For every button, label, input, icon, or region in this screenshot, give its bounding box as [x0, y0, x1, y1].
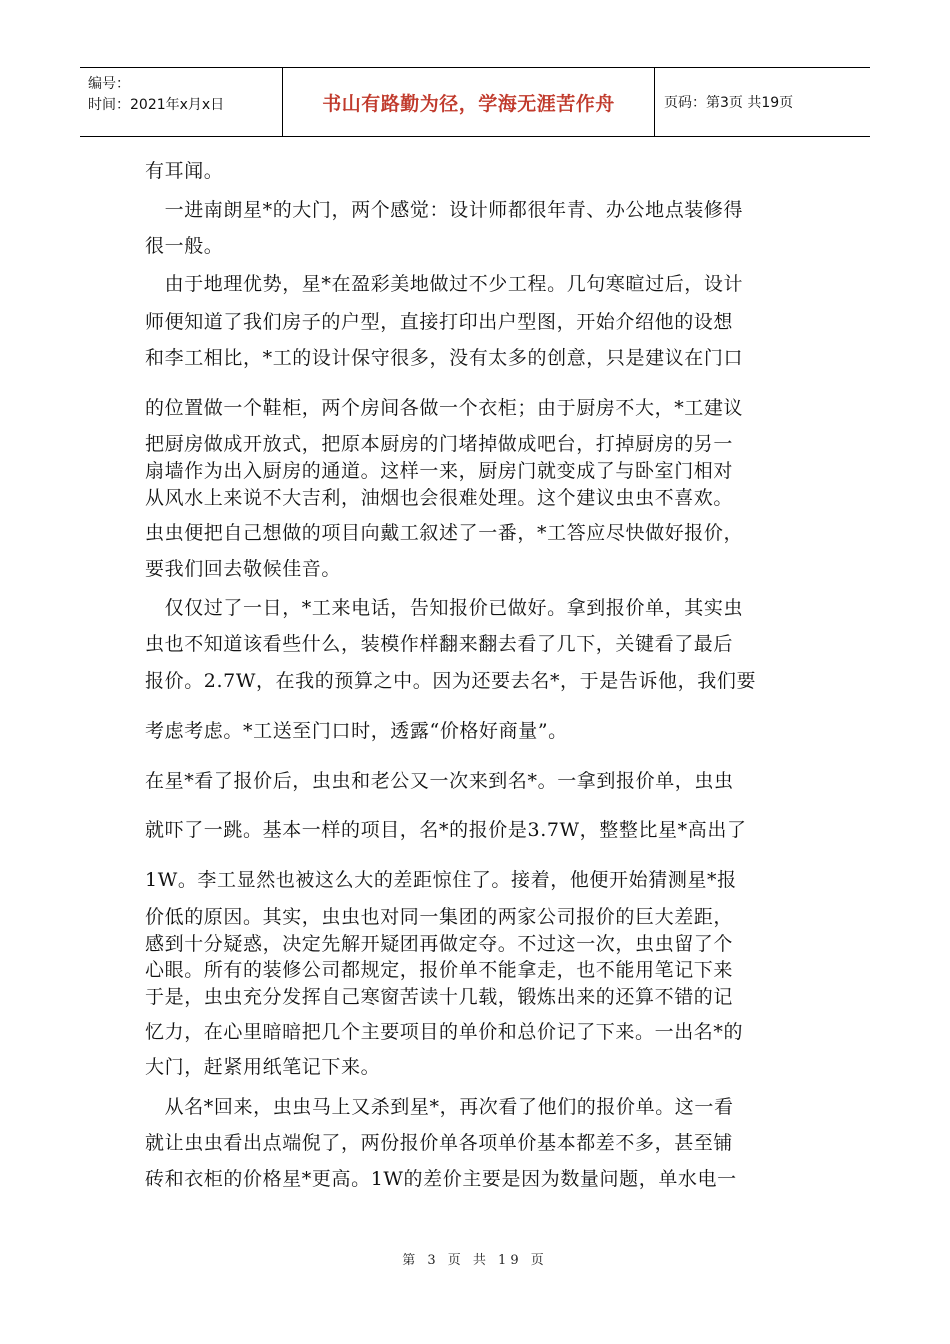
document-date-label: 时间：2021年x月x日	[88, 97, 225, 113]
body-line: 扇墙作为出入厨房的通道。这样一来，厨房门就变成了与卧室门相对	[145, 460, 734, 482]
body-line: 很一般。	[145, 235, 224, 257]
body-line: 考虑考虑。*工送至门口时，透露“价格好商量”。	[145, 720, 568, 742]
body-line: 就让虫虫看出点端倪了，两份报价单各项单价基本都差不多，甚至铺	[145, 1132, 734, 1154]
body-line: 价低的原因。其实，虫虫也对同一集团的两家公司报价的巨大差距，	[145, 906, 734, 928]
body-line: 有耳闻。	[145, 160, 224, 182]
body-line: 忆力，在心里暗暗把几个主要项目的单价和总价记了下来。一出名*的	[145, 1021, 744, 1043]
body-line: 师便知道了我们房子的户型，直接打印出户型图，开始介绍他的设想	[145, 311, 734, 333]
body-line: 报价。2.7W，在我的预算之中。因为还要去名*，于是告诉他，我们要	[145, 670, 757, 692]
page-header	[80, 67, 870, 137]
body-line: 仅仅过了一日，*工来电话，告知报价已做好。拿到报价单，其实虫	[145, 597, 744, 619]
body-line: 心眼。所有的装修公司都规定，报价单不能拿走，也不能用笔记下来	[145, 959, 734, 981]
body-line: 于是，虫虫充分发挥自己寒窗苦读十几载，锻炼出来的还算不错的记	[145, 986, 734, 1008]
body-line: 虫虫便把自己想做的项目向戴工叙述了一番，*工答应尽快做好报价，	[145, 522, 744, 544]
body-line: 从名*回来，虫虫马上又杀到星*，再次看了他们的报价单。这一看	[145, 1096, 734, 1118]
body-line: 在星*看了报价后，虫虫和老公又一次来到名*。一拿到报价单，虫虫	[145, 770, 734, 792]
body-line: 就吓了一跳。基本一样的项目，名*的报价是3.7W，整整比星*高出了	[145, 819, 747, 841]
body-line: 大门，赶紧用纸笔记下来。	[145, 1056, 381, 1078]
body-line: 感到十分疑惑，决定先解开疑团再做定夺。不过这一次，虫虫留了个	[145, 933, 734, 955]
body-line: 的位置做一个鞋柜，两个房间各做一个衣柜；由于厨房不大，*工建议	[145, 397, 744, 419]
page-footer: 第 3 页 共 19 页	[402, 1253, 548, 1268]
body-line: 虫也不知道该看些什么，装模作样翻来翻去看了几下，关键看了最后	[145, 633, 734, 655]
body-line: 1W。李工显然也被这么大的差距惊住了。接着，他便开始猜测星*报	[145, 869, 737, 891]
header-page-cell	[655, 68, 870, 136]
body-line: 从风水上来说不大吉利，油烟也会很难处理。这个建议虫虫不喜欢。	[145, 487, 734, 509]
header-motto: 书山有路勤为径，学海无涯苦作舟	[322, 92, 615, 115]
header-meta-cell	[80, 68, 283, 136]
body-line: 由于地理优势，星*在盈彩美地做过不少工程。几句寒暄过后，设计	[145, 273, 744, 295]
header-page-info: 页码：第3页 共19页	[664, 95, 794, 111]
body-line: 要我们回去敬候佳音。	[145, 558, 342, 580]
body-line: 把厨房做成开放式，把原本厨房的门堵掉做成吧台，打掉厨房的另一	[145, 433, 734, 455]
body-line: 砖和衣柜的价格星*更高。1W的差价主要是因为数量问题，单水电一	[145, 1168, 737, 1190]
body-line: 一进南朗星*的大门，两个感觉：设计师都很年青、办公地点装修得	[145, 199, 744, 221]
document-number-label: 编号：	[88, 76, 130, 92]
header-motto-cell	[283, 68, 655, 136]
body-line: 和李工相比，*工的设计保守很多，没有太多的创意，只是建议在门口	[145, 347, 744, 369]
